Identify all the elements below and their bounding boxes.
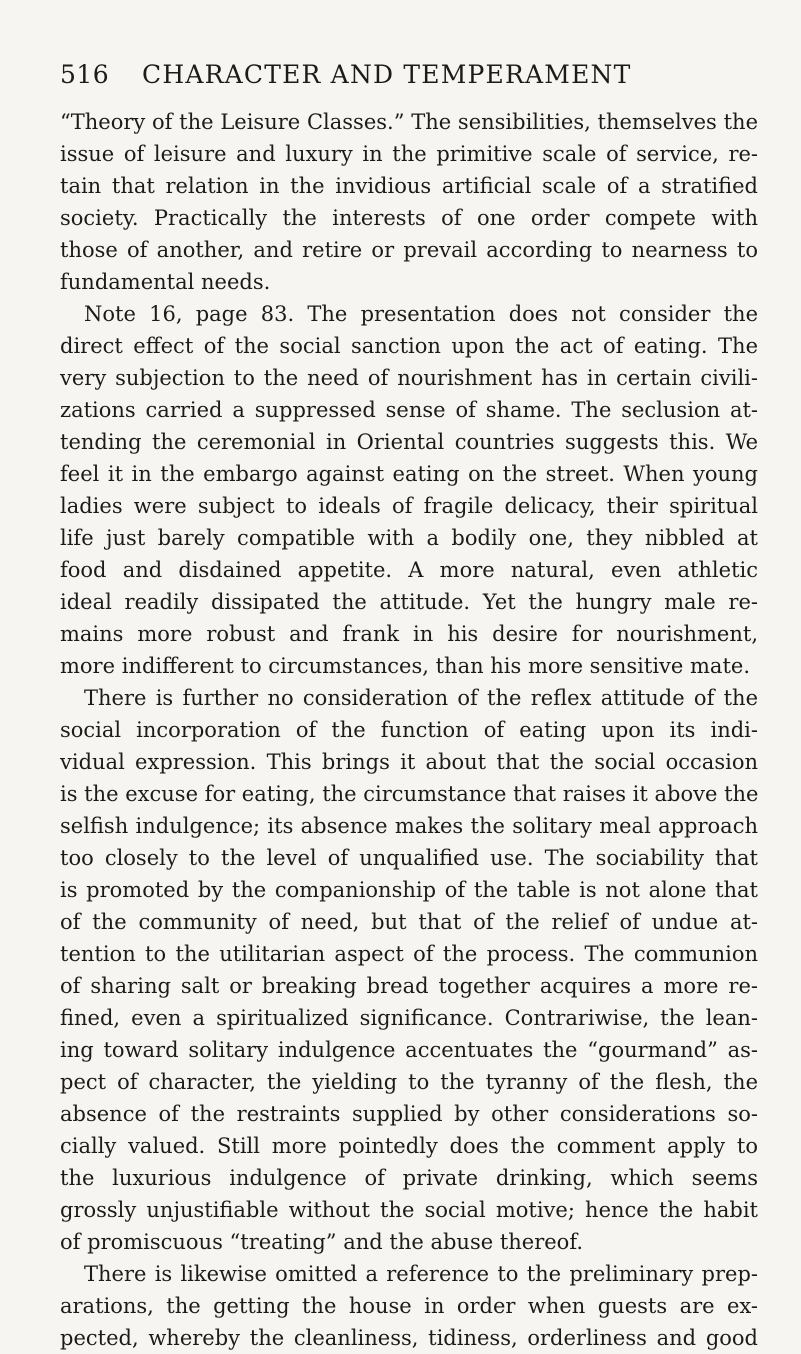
text-line: is the excuse for eating, the circumstance that raises it above the (60, 782, 759, 806)
text-line: ladies were subject to ideals of fragile delicacy, their spiritual (60, 494, 758, 518)
text-line: pected, whereby the cleanliness, tidiness, orderliness and good (60, 1326, 758, 1350)
text-line: life just barely compatible with a bodily one, they nibbled at (60, 526, 758, 550)
text-line: too closely to the level of unqualified use. The sociability that (60, 846, 758, 870)
text-line: society. Practically the interests of one order compete with (60, 206, 758, 230)
text-line: pect of character, the yielding to the tyranny of the flesh, the (60, 1070, 758, 1094)
text-line: Note 16, page 83. The presentation does not consider the (84, 302, 758, 326)
text-line: feel it in the embargo against eating on the street. When young (60, 462, 758, 486)
text-line: “Theory of the Leisure Classes.” The sensibilities, themselves the (60, 110, 758, 134)
body-text (60, 106, 758, 1354)
text-line: mains more robust and frank in his desire for nourishment, (60, 622, 758, 646)
paragraph (60, 106, 758, 298)
text-line: tain that relation in the invidious artificial scale of a stratified (60, 174, 758, 198)
paragraph (60, 1258, 758, 1354)
text-line: issue of leisure and luxury in the primitive scale of service, re- (60, 142, 758, 166)
paragraph (60, 298, 758, 682)
text-line: ing toward solitary indulgence accentuates the “gourmand” as- (60, 1038, 758, 1062)
text-line: food and disdained appetite. A more natural, even athletic (60, 558, 758, 582)
text-line: is promoted by the companionship of the table is not alone that (60, 878, 758, 902)
text-line: vidual expression. This brings it about that the social occasion (60, 750, 758, 774)
text-line: absence of the restraints supplied by other considerations so- (60, 1102, 758, 1126)
text-line: arations, the getting the house in order when guests are ex- (60, 1294, 758, 1318)
text-line: tention to the utilitarian aspect of the process. The communion (60, 942, 758, 966)
text-line: fined, even a spiritualized significance. Contrariwise, the lean- (60, 1006, 758, 1030)
text-line: selfish indulgence; its absence makes the solitary meal approach (60, 814, 758, 838)
text-line: of sharing salt or breaking bread together acquires a more re- (60, 974, 758, 998)
running-title: CHARACTER AND TEMPERAMENT (142, 60, 632, 89)
text-line: of promiscuous “treating” and the abuse thereof. (60, 1230, 584, 1254)
text-line: fundamental needs. (60, 270, 271, 294)
text-line: ideal readily dissipated the attitude. Yet the hungry male re- (60, 590, 758, 614)
text-line: of the community of need, but that of the relief of undue at- (60, 910, 758, 934)
page-number: 516 (60, 60, 110, 89)
running-head (60, 60, 760, 100)
text-line: tending the ceremonial in Oriental countries suggests this. We (60, 430, 758, 454)
text-line: direct effect of the social sanction upon the act of eating. The (60, 334, 758, 358)
text-line: There is further no consideration of the reflex attitude of the (84, 686, 758, 710)
paragraph (60, 682, 758, 1258)
text-line: social incorporation of the function of eating upon its indi- (60, 718, 758, 742)
text-line: cially valued. Still more pointedly does the comment apply to (60, 1134, 758, 1158)
text-line: zations carried a suppressed sense of shame. The seclusion at- (60, 398, 758, 422)
text-line: grossly unjustifiable without the social motive; hence the habit (60, 1198, 758, 1222)
text-line: those of another, and retire or prevail according to nearness to (60, 238, 758, 262)
text-line: the luxurious indulgence of private drinking, which seems (60, 1166, 758, 1190)
text-line: more indifferent to circumstances, than his more sensitive mate. (60, 654, 750, 678)
text-line: very subjection to the need of nourishment has in certain civili- (60, 366, 758, 390)
text-line: There is likewise omitted a reference to the preliminary prep- (84, 1262, 758, 1286)
